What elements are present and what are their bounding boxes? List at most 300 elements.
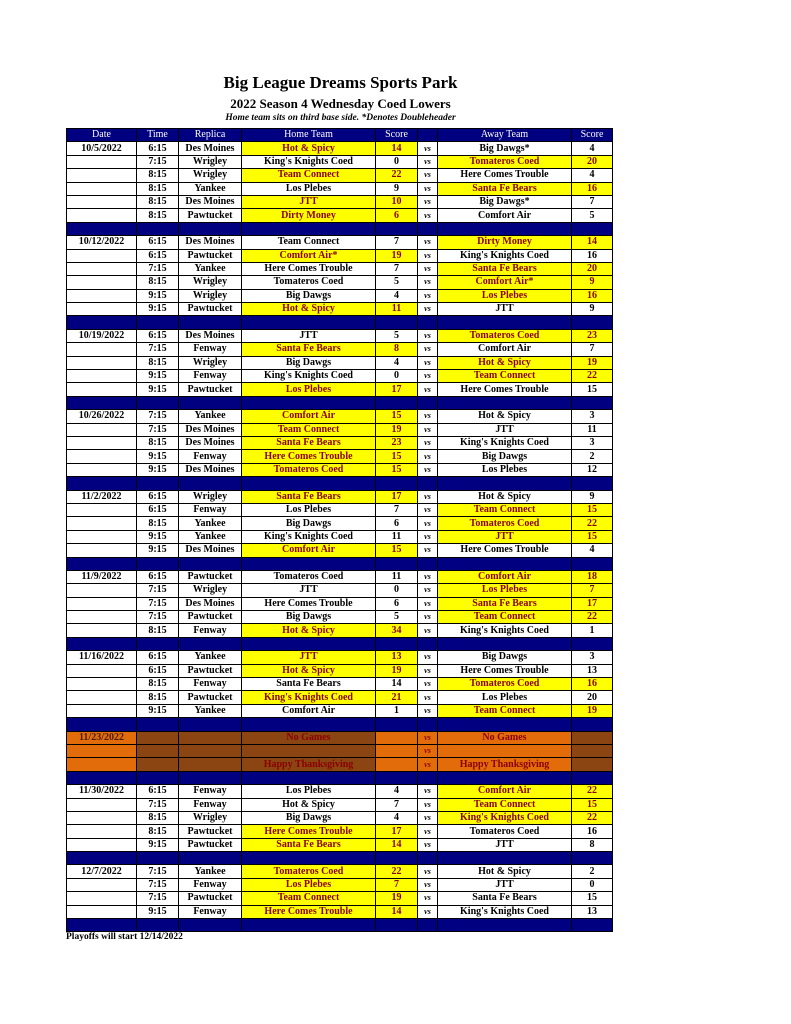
game-row — [67, 865, 613, 878]
home-team: Santa Fe Bears — [242, 490, 376, 503]
home-team: Santa Fe Bears — [242, 436, 376, 449]
away-score: 2 — [572, 450, 613, 463]
game-time: 9:15 — [137, 838, 179, 851]
game-date: 11/9/2022 — [67, 570, 137, 583]
game-field: Fenway — [179, 343, 242, 356]
game-row — [67, 530, 613, 543]
game-date — [67, 262, 137, 275]
game-date — [67, 356, 137, 369]
away-team: King's Knights Coed — [438, 436, 572, 449]
away-score: 13 — [572, 664, 613, 677]
away-score: 4 — [572, 169, 613, 182]
home-team: Santa Fe Bears — [242, 838, 376, 851]
home-team: Tomateros Coed — [242, 570, 376, 583]
vs-label: vs — [418, 892, 438, 905]
vs-label: vs — [418, 905, 438, 918]
header-home-team: Home Team — [242, 129, 376, 142]
home-team: Tomateros Coed — [242, 865, 376, 878]
game-date — [67, 169, 137, 182]
game-field: Fenway — [179, 624, 242, 637]
home-score: 14 — [376, 142, 418, 155]
separator-cell — [179, 396, 242, 409]
separator-cell — [572, 316, 613, 329]
home-team: No Games — [242, 731, 376, 744]
away-team: JTT — [438, 303, 572, 316]
separator-cell — [438, 396, 572, 409]
away-team: Tomateros Coed — [438, 155, 572, 168]
separator-cell — [438, 771, 572, 784]
away-team: Comfort Air — [438, 343, 572, 356]
separator-cell — [376, 637, 418, 650]
home-team: Comfort Air — [242, 704, 376, 717]
home-team: JTT — [242, 195, 376, 208]
game-date: 11/16/2022 — [67, 651, 137, 664]
away-score: 15 — [572, 530, 613, 543]
game-time: 7:15 — [137, 597, 179, 610]
game-time: 7:15 — [137, 155, 179, 168]
separator-cell — [438, 919, 572, 932]
game-time: 7:15 — [137, 878, 179, 891]
home-score: 7 — [376, 798, 418, 811]
game-field: Yankee — [179, 704, 242, 717]
game-time: 7:15 — [137, 423, 179, 436]
separator-cell — [179, 637, 242, 650]
game-field: Wrigley — [179, 169, 242, 182]
separator-cell — [376, 852, 418, 865]
home-score: 19 — [376, 249, 418, 262]
away-score: 4 — [572, 142, 613, 155]
game-field — [179, 744, 242, 757]
separator-cell — [418, 718, 438, 731]
game-row — [67, 142, 613, 155]
away-score — [572, 744, 613, 757]
game-date: 10/5/2022 — [67, 142, 137, 155]
separator-cell — [572, 919, 613, 932]
game-row — [67, 584, 613, 597]
separator-cell — [572, 557, 613, 570]
game-field: Pawtucket — [179, 892, 242, 905]
away-score: 16 — [572, 289, 613, 302]
away-team: Los Plebes — [438, 691, 572, 704]
away-score: 15 — [572, 503, 613, 516]
game-row — [67, 329, 613, 342]
game-time: 6:15 — [137, 490, 179, 503]
home-score: 10 — [376, 195, 418, 208]
away-score: 8 — [572, 838, 613, 851]
game-row — [67, 597, 613, 610]
game-field: Pawtucket — [179, 664, 242, 677]
away-team — [438, 744, 572, 757]
separator-cell — [67, 718, 137, 731]
game-date — [67, 276, 137, 289]
game-time: 8:15 — [137, 195, 179, 208]
game-time: 8:15 — [137, 356, 179, 369]
away-score: 4 — [572, 544, 613, 557]
separator-cell — [438, 477, 572, 490]
away-team: Big Dawgs* — [438, 195, 572, 208]
separator-cell — [242, 316, 376, 329]
home-score: 19 — [376, 664, 418, 677]
week-separator — [67, 222, 613, 235]
vs-label: vs — [418, 704, 438, 717]
game-time: 6:15 — [137, 785, 179, 798]
game-row — [67, 570, 613, 583]
game-time: 9:15 — [137, 450, 179, 463]
away-team: King's Knights Coed — [438, 905, 572, 918]
away-team: Big Dawgs* — [438, 142, 572, 155]
separator-cell — [376, 477, 418, 490]
game-date — [67, 744, 137, 757]
game-time: 7:15 — [137, 892, 179, 905]
away-score: 19 — [572, 704, 613, 717]
vs-label: vs — [418, 329, 438, 342]
separator-cell — [572, 718, 613, 731]
home-team: Los Plebes — [242, 785, 376, 798]
separator-cell — [438, 852, 572, 865]
vs-label: vs — [418, 303, 438, 316]
away-score: 15 — [572, 798, 613, 811]
away-team: Santa Fe Bears — [438, 892, 572, 905]
game-date — [67, 597, 137, 610]
game-field: Des Moines — [179, 423, 242, 436]
game-field: Pawtucket — [179, 249, 242, 262]
game-field: Yankee — [179, 530, 242, 543]
separator-cell — [179, 718, 242, 731]
game-time: 9:15 — [137, 704, 179, 717]
game-date — [67, 436, 137, 449]
schedule-body — [67, 142, 613, 932]
game-field: Fenway — [179, 905, 242, 918]
home-score: 4 — [376, 785, 418, 798]
game-row — [67, 249, 613, 262]
separator-cell — [179, 852, 242, 865]
game-row — [67, 236, 613, 249]
game-field — [179, 731, 242, 744]
header-date: Date — [67, 129, 137, 142]
separator-cell — [137, 477, 179, 490]
separator-cell — [376, 771, 418, 784]
home-score: 7 — [376, 262, 418, 275]
game-time: 6:15 — [137, 249, 179, 262]
header-time: Time — [137, 129, 179, 142]
game-time: 7:15 — [137, 410, 179, 423]
vs-label: vs — [418, 691, 438, 704]
away-team: Los Plebes — [438, 289, 572, 302]
away-team: Big Dawgs — [438, 450, 572, 463]
home-team: King's Knights Coed — [242, 530, 376, 543]
vs-label: vs — [418, 490, 438, 503]
game-date — [67, 584, 137, 597]
home-team: Team Connect — [242, 423, 376, 436]
game-time: 9:15 — [137, 544, 179, 557]
home-score: 17 — [376, 383, 418, 396]
game-field: Fenway — [179, 798, 242, 811]
game-row — [67, 624, 613, 637]
vs-label: vs — [418, 209, 438, 222]
vs-label: vs — [418, 155, 438, 168]
away-score: 18 — [572, 570, 613, 583]
game-date — [67, 303, 137, 316]
game-row — [67, 209, 613, 222]
home-score: 7 — [376, 236, 418, 249]
home-team: Hot & Spicy — [242, 798, 376, 811]
away-team: Comfort Air — [438, 209, 572, 222]
game-date — [67, 517, 137, 530]
home-team: Tomateros Coed — [242, 276, 376, 289]
away-team: No Games — [438, 731, 572, 744]
away-team: Team Connect — [438, 611, 572, 624]
game-field: Wrigley — [179, 276, 242, 289]
game-date — [67, 195, 137, 208]
home-score: 7 — [376, 878, 418, 891]
game-time: 8:15 — [137, 691, 179, 704]
game-date — [67, 503, 137, 516]
separator-cell — [67, 771, 137, 784]
separator-cell — [242, 919, 376, 932]
game-row — [67, 463, 613, 476]
game-field: Yankee — [179, 410, 242, 423]
home-score: 15 — [376, 463, 418, 476]
game-time: 6:15 — [137, 236, 179, 249]
away-team: Tomateros Coed — [438, 329, 572, 342]
game-date — [67, 811, 137, 824]
vs-label: vs — [418, 584, 438, 597]
home-score: 8 — [376, 343, 418, 356]
table-header-row — [67, 129, 613, 142]
game-field: Wrigley — [179, 155, 242, 168]
game-date: 11/30/2022 — [67, 785, 137, 798]
page-subtitle: 2022 Season 4 Wednesday Coed Lowers — [230, 96, 451, 111]
away-team: King's Knights Coed — [438, 249, 572, 262]
separator-cell — [242, 396, 376, 409]
game-field: Fenway — [179, 878, 242, 891]
away-team: Team Connect — [438, 370, 572, 383]
game-time: 6:15 — [137, 329, 179, 342]
game-time: 8:15 — [137, 169, 179, 182]
home-team: Los Plebes — [242, 503, 376, 516]
game-date — [67, 423, 137, 436]
game-date: 10/19/2022 — [67, 329, 137, 342]
home-score: 11 — [376, 530, 418, 543]
away-team: Santa Fe Bears — [438, 262, 572, 275]
game-date — [67, 182, 137, 195]
game-time: 9:15 — [137, 905, 179, 918]
vs-label: vs — [418, 236, 438, 249]
header-home-score: Score — [376, 129, 418, 142]
home-team: Hot & Spicy — [242, 303, 376, 316]
home-team: Big Dawgs — [242, 289, 376, 302]
game-time: 9:15 — [137, 289, 179, 302]
home-score: 34 — [376, 624, 418, 637]
game-field: Wrigley — [179, 811, 242, 824]
game-field: Wrigley — [179, 490, 242, 503]
away-team: Big Dawgs — [438, 651, 572, 664]
game-field: Des Moines — [179, 236, 242, 249]
separator-cell — [438, 316, 572, 329]
away-team: Here Comes Trouble — [438, 383, 572, 396]
game-time: 7:15 — [137, 865, 179, 878]
separator-cell — [137, 222, 179, 235]
separator-cell — [376, 557, 418, 570]
away-team: Here Comes Trouble — [438, 169, 572, 182]
game-time: 8:15 — [137, 436, 179, 449]
home-score: 22 — [376, 865, 418, 878]
game-row — [67, 410, 613, 423]
game-date — [67, 611, 137, 624]
game-date — [67, 370, 137, 383]
home-team: Los Plebes — [242, 878, 376, 891]
home-team: Los Plebes — [242, 182, 376, 195]
game-date — [67, 664, 137, 677]
game-date — [67, 450, 137, 463]
game-date — [67, 825, 137, 838]
separator-cell — [376, 919, 418, 932]
separator-cell — [242, 771, 376, 784]
home-team: Here Comes Trouble — [242, 262, 376, 275]
vs-label: vs — [418, 383, 438, 396]
vs-label: vs — [418, 195, 438, 208]
home-team: Los Plebes — [242, 383, 376, 396]
game-date — [67, 249, 137, 262]
game-row — [67, 169, 613, 182]
game-field: Des Moines — [179, 195, 242, 208]
game-time: 9:15 — [137, 303, 179, 316]
separator-cell — [137, 316, 179, 329]
separator-cell — [67, 477, 137, 490]
vs-label: vs — [418, 597, 438, 610]
game-date: 10/12/2022 — [67, 236, 137, 249]
away-score: 3 — [572, 410, 613, 423]
game-date — [67, 678, 137, 691]
separator-cell — [67, 852, 137, 865]
game-time: 7:15 — [137, 611, 179, 624]
vs-label: vs — [418, 530, 438, 543]
game-time: 8:15 — [137, 678, 179, 691]
separator-cell — [179, 316, 242, 329]
game-field: Yankee — [179, 865, 242, 878]
game-row — [67, 182, 613, 195]
game-date — [67, 704, 137, 717]
header-replica: Replica — [179, 129, 242, 142]
separator-cell — [242, 557, 376, 570]
home-score — [376, 731, 418, 744]
home-team: Santa Fe Bears — [242, 343, 376, 356]
home-score: 15 — [376, 450, 418, 463]
away-team: Hot & Spicy — [438, 865, 572, 878]
vs-label: vs — [418, 544, 438, 557]
separator-cell — [137, 557, 179, 570]
away-team: Tomateros Coed — [438, 517, 572, 530]
home-team: Here Comes Trouble — [242, 450, 376, 463]
separator-cell — [418, 852, 438, 865]
game-row — [67, 503, 613, 516]
separator-cell — [418, 396, 438, 409]
game-time: 9:15 — [137, 463, 179, 476]
separator-cell — [179, 919, 242, 932]
home-score: 11 — [376, 570, 418, 583]
schedule-note: Home team sits on third base side. *Denotes Doubleheader — [225, 113, 456, 123]
game-time: 9:15 — [137, 370, 179, 383]
vs-label: vs — [418, 276, 438, 289]
home-score: 6 — [376, 209, 418, 222]
game-time — [137, 758, 179, 771]
separator-cell — [137, 771, 179, 784]
vs-label: vs — [418, 825, 438, 838]
away-score: 22 — [572, 611, 613, 624]
home-team: King's Knights Coed — [242, 155, 376, 168]
game-date: 10/26/2022 — [67, 410, 137, 423]
separator-cell — [67, 222, 137, 235]
vs-label: vs — [418, 678, 438, 691]
game-row — [67, 811, 613, 824]
vs-label: vs — [418, 423, 438, 436]
vs-label: vs — [418, 731, 438, 744]
game-field: Pawtucket — [179, 691, 242, 704]
away-score: 20 — [572, 691, 613, 704]
away-team: Hot & Spicy — [438, 490, 572, 503]
home-score: 14 — [376, 905, 418, 918]
away-score: 20 — [572, 262, 613, 275]
separator-cell — [572, 477, 613, 490]
away-team: Santa Fe Bears — [438, 597, 572, 610]
vs-label: vs — [418, 182, 438, 195]
game-field: Yankee — [179, 182, 242, 195]
home-team: King's Knights Coed — [242, 370, 376, 383]
home-score: 17 — [376, 825, 418, 838]
home-team: Tomateros Coed — [242, 463, 376, 476]
separator-cell — [137, 637, 179, 650]
game-field: Wrigley — [179, 289, 242, 302]
vs-label: vs — [418, 651, 438, 664]
game-date — [67, 838, 137, 851]
home-score: 7 — [376, 503, 418, 516]
game-field: Fenway — [179, 785, 242, 798]
home-score: 4 — [376, 811, 418, 824]
vs-label: vs — [418, 343, 438, 356]
vs-label: vs — [418, 570, 438, 583]
page-title: Big League Dreams Sports Park — [223, 73, 458, 92]
vs-label: vs — [418, 758, 438, 771]
week-separator — [67, 316, 613, 329]
away-score: 9 — [572, 490, 613, 503]
separator-cell — [438, 718, 572, 731]
game-date: 12/7/2022 — [67, 865, 137, 878]
home-score: 15 — [376, 410, 418, 423]
game-row — [67, 195, 613, 208]
game-time: 8:15 — [137, 182, 179, 195]
away-score: 22 — [572, 517, 613, 530]
away-score — [572, 731, 613, 744]
away-score: 19 — [572, 356, 613, 369]
separator-cell — [572, 771, 613, 784]
game-time: 8:15 — [137, 276, 179, 289]
away-score: 7 — [572, 584, 613, 597]
schedule-table — [66, 128, 613, 932]
away-team: Happy Thanksgiving — [438, 758, 572, 771]
game-date — [67, 878, 137, 891]
away-team: Hot & Spicy — [438, 356, 572, 369]
game-date — [67, 892, 137, 905]
game-time: 8:15 — [137, 209, 179, 222]
game-field: Des Moines — [179, 544, 242, 557]
home-score: 0 — [376, 155, 418, 168]
vs-label: vs — [418, 878, 438, 891]
game-row — [67, 651, 613, 664]
home-team: Big Dawgs — [242, 611, 376, 624]
game-row — [67, 370, 613, 383]
playoffs-note: Playoffs will start 12/14/2022 — [66, 932, 183, 942]
vs-label: vs — [418, 249, 438, 262]
